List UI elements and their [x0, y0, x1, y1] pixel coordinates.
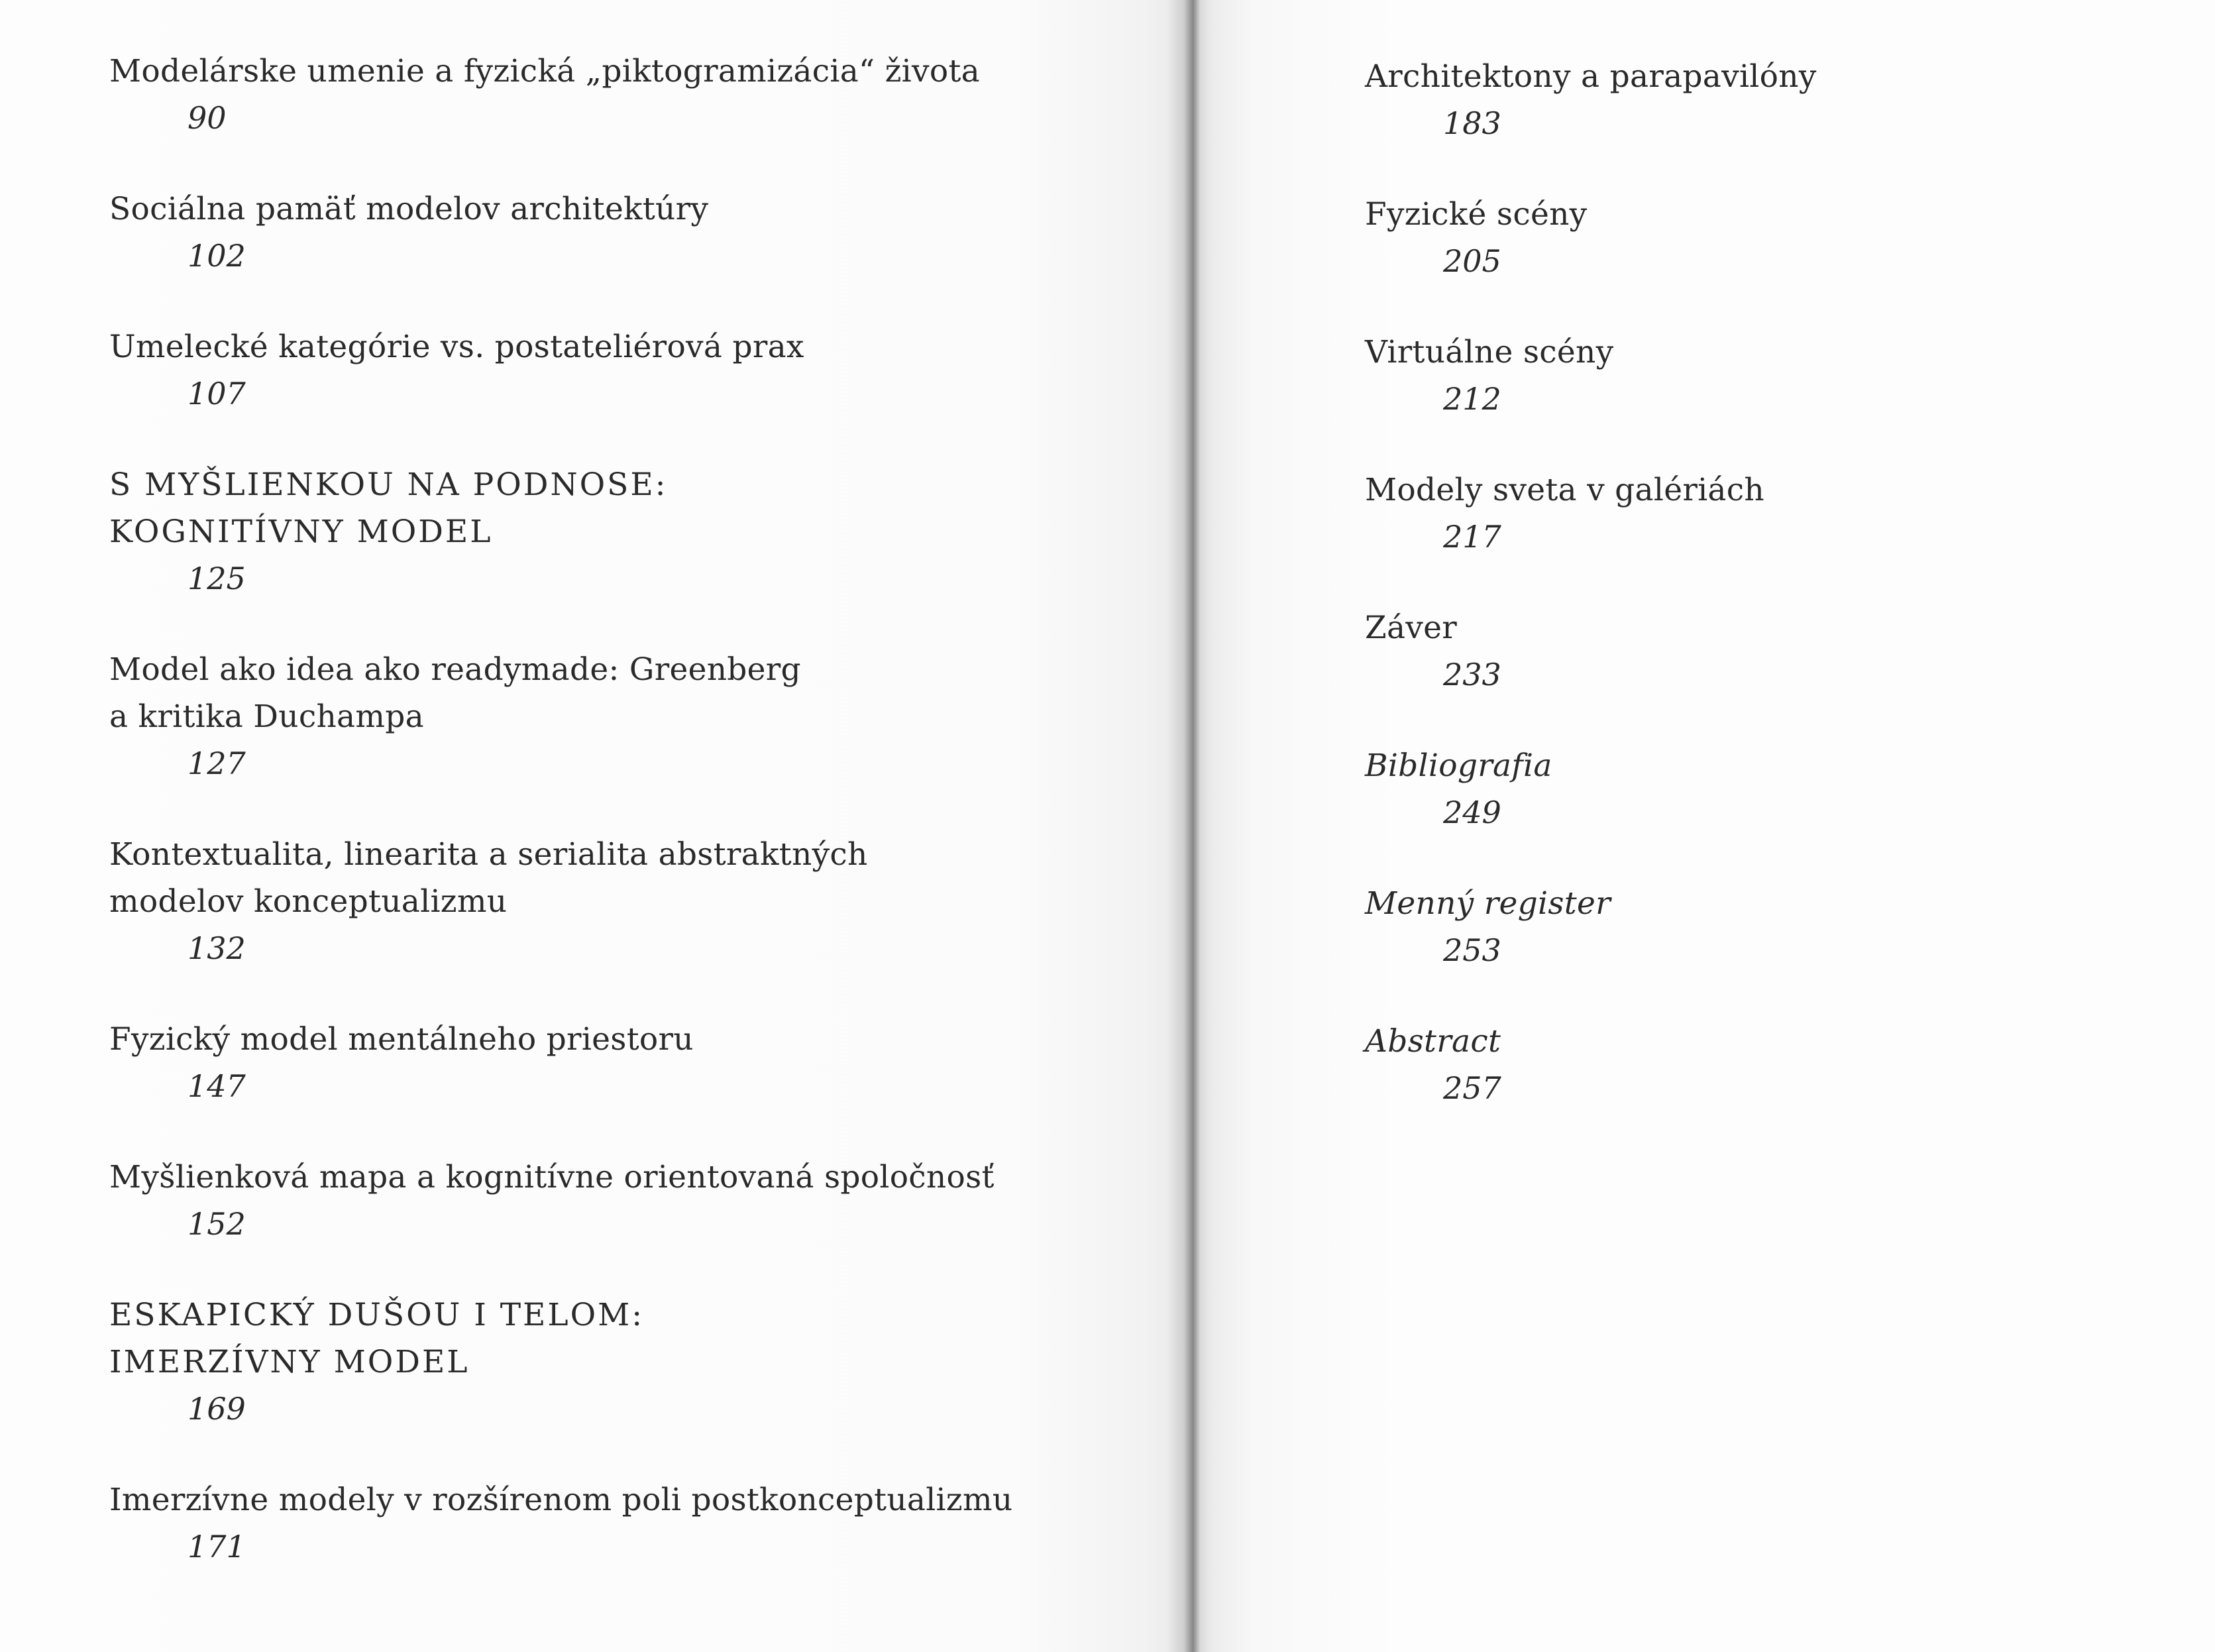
toc-page-number: 217 [1443, 519, 1501, 555]
toc-entry-title-line-2: modelov konceptualizmu [109, 883, 508, 920]
toc-entry-title: Modelárske umenie a fyzická „piktogramizácia“ života [109, 53, 980, 89]
toc-entry-title: Fyzické scény [1365, 196, 1588, 233]
toc-page-number: 253 [1443, 932, 1501, 968]
toc-entry-title: Umelecké kategórie vs. postateliérová prax [109, 329, 804, 365]
toc-entry [1365, 53, 2127, 147]
toc-entry [1365, 604, 2127, 698]
toc-entry-title-line-1: Kontextualita, linearita a serialita abstraktných [109, 836, 868, 873]
toc-entry [109, 1476, 1143, 1570]
toc-entry-title: Sociálna pamäť modelov architektúry [109, 191, 709, 227]
toc-entry [1365, 742, 2127, 836]
toc-section-title-line-2: IMERZÍVNY MODEL [109, 1344, 470, 1380]
toc-page-number: 90 [188, 100, 227, 136]
toc-entry-title: Menný register [1365, 885, 1611, 922]
toc-page-number: 132 [188, 930, 246, 966]
toc-entry-title-line-1: Model ako idea ako readymade: Greenberg [109, 651, 801, 688]
toc-page-number: 107 [188, 376, 246, 412]
toc-section-title-line-1: ESKAPICKÝ DUŠOU I TELOM: [109, 1297, 645, 1333]
toc-section-heading [109, 461, 1143, 602]
toc-entry [1365, 1018, 2127, 1112]
book-gutter-shadow [1167, 0, 1209, 1652]
toc-entry-title: Abstract [1365, 1023, 1501, 1060]
toc-entry [1365, 191, 2127, 285]
toc-entry-title: Záver [1365, 610, 1458, 646]
toc-entry-title: Bibliografia [1365, 747, 1552, 784]
toc-entry-title: Virtuálne scény [1365, 334, 1614, 370]
toc-entry-title: Fyzický model mentálneho priestoru [109, 1021, 694, 1058]
toc-page-number: 147 [188, 1068, 246, 1104]
toc-entry [1365, 467, 2127, 561]
toc-entry-title: Architektony a parapavilóny [1365, 58, 1817, 95]
toc-entry [109, 1016, 1143, 1110]
toc-section-title-line-2: KOGNITÍVNY MODEL [109, 514, 493, 550]
toc-page-number: 212 [1443, 381, 1501, 417]
toc-entry [1365, 329, 2127, 423]
toc-entry-title-line-2: a kritika Duchampa [109, 698, 424, 735]
toc-entry [109, 1154, 1143, 1248]
toc-page-number: 249 [1443, 795, 1501, 830]
toc-page-number: 127 [188, 745, 246, 781]
toc-entry [109, 646, 1143, 787]
toc-section-title-line-1: S MYŠLIENKOU NA PODNOSE: [109, 467, 668, 503]
toc-entry-title: Modely sveta v galériách [1365, 472, 1764, 508]
toc-entry [1365, 880, 2127, 974]
toc-page-number: 102 [188, 238, 246, 274]
toc-entry [109, 831, 1143, 972]
toc-page-number: 171 [188, 1529, 246, 1565]
left-toc-list [109, 48, 1143, 1614]
toc-page-number: 152 [188, 1206, 246, 1242]
toc-page-number: 257 [1443, 1070, 1501, 1106]
toc-entry [109, 186, 1143, 280]
toc-page-number: 233 [1443, 657, 1501, 692]
toc-page-number: 125 [188, 561, 246, 596]
toc-entry [109, 323, 1143, 417]
toc-entry-title: Imerzívne modely v rozšírenom poli postkonceptualizmu [109, 1482, 1013, 1518]
toc-page-number: 169 [188, 1391, 246, 1427]
toc-page-number: 183 [1443, 105, 1501, 141]
toc-entry-title: Myšlienková mapa a kognitívne orientovaná spoločnosť [109, 1159, 995, 1195]
toc-section-heading [109, 1292, 1143, 1433]
right-toc-list [1365, 53, 2127, 1156]
toc-entry [109, 48, 1143, 142]
toc-page-number: 205 [1443, 243, 1501, 279]
